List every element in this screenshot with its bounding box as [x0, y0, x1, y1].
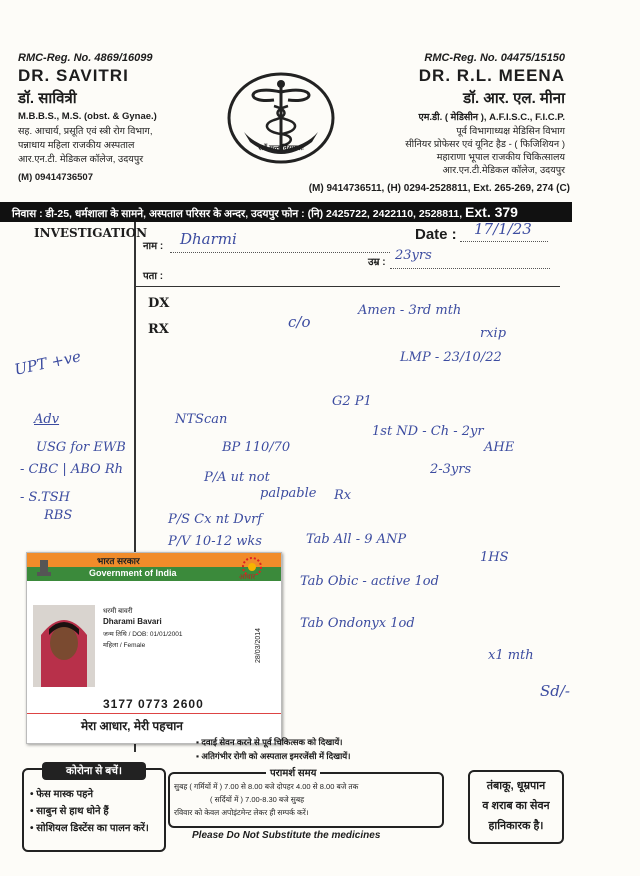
left-doctor-line2: पन्नाधाय महिला राजकीय अस्पताल [18, 140, 135, 151]
right-doctor-line3: महाराणा भूपाल राजकीय चिकित्सालय [436, 152, 565, 163]
left-doctor-line1: सह. आचार्य, प्रसूति एवं स्त्री रोग विभाग, [18, 126, 153, 137]
hw-tab1: Tab All - 9 ANP [306, 532, 407, 547]
timing-box [168, 768, 444, 828]
aadhaar-name-hi: धरमी बावरी [103, 608, 133, 615]
investigation-heading: INVESTIGATION [34, 226, 148, 240]
right-doctor-name-hindi: डॉ. आर. एल. मीना [463, 90, 565, 107]
left-doctor-line3: आर.एन.टी. मेडिकल कॉलेज, उदयपुर [18, 154, 144, 165]
hw-pa2: palpable [260, 486, 317, 501]
hw-tab2: Tab Obic - active 1od [300, 574, 439, 589]
hw-ftnd: 1st ND - Ch - 2yr [372, 424, 484, 439]
hw-lmp: LMP - 23/10/22 [400, 350, 502, 365]
tobacco-line-3: हानिकारक है। [488, 820, 544, 832]
aadhaar-govt-en: Government of India [89, 568, 177, 578]
hw-cbc: - CBC | ABO Rh [20, 462, 123, 477]
corona-item-2: • साबुन से हाथ धोने हैं [30, 806, 109, 817]
address-bar [0, 202, 572, 222]
hw-ihs: 1HS [480, 550, 509, 565]
hw-ahe: AHE [484, 440, 515, 455]
person-photo-icon [33, 605, 95, 687]
left-reg-number: RMC-Reg. No. 4869/16099 [18, 52, 153, 64]
notice-2: ▪ अतिगंभीर रोगी को अस्पताल इमरजेंसी में दिखायें। [196, 751, 351, 761]
hw-bp: BP 110/70 [222, 440, 291, 455]
aadhaar-divider [27, 713, 281, 714]
hw-g2p1: G2 P1 [332, 394, 372, 409]
hw-pa: P/A ut not [204, 470, 270, 485]
right-doctor-line2: सीनियर प्रोफेसर एवं यूनिट हैड - ( फिजिशियन ) [405, 139, 565, 150]
timing-title: परामर्श समय [266, 765, 320, 779]
left-doctor-degrees: M.B.B.S., M.S. (obst. & Gynae.) [18, 111, 157, 122]
left-doctor-name: DR. SAVITRI [18, 66, 129, 85]
address-label: पता : [143, 271, 164, 282]
left-doctor-phone: (M) 09414736507 [18, 172, 93, 183]
right-doctor-phone: (M) 9414736511, (H) 0294-2528811, Ext. 265-269, 274 (C) [308, 183, 570, 194]
aadhaar-issue-date: 28/03/2014 [255, 627, 262, 663]
caduceus-logo [226, 70, 336, 166]
aadhaar-number: 3177 0773 2600 [103, 697, 204, 711]
hw-upt: UPT +ve [12, 347, 83, 379]
left-doctor-name-hindi: डॉ. सावित्री [18, 90, 77, 107]
timing-line1: सुबह ( गर्मियों में ) 7.00 से 8.00 बजे दोपहर 4.00 से 8.00 बजे तक [174, 782, 359, 791]
aadhaar-govt-hi: भारत सरकार [97, 556, 140, 566]
hw-stsh: - S.TSH [20, 490, 71, 505]
timing-line3: रविवार को केवल अपोइंटमेन्ट लेकर ही सम्पर्क करें। [174, 808, 309, 817]
photo [33, 605, 95, 687]
right-doctor-degrees: एम.डी. ( मेडिसीन ), A.F.I.S.C., F.I.C.P. [418, 112, 565, 123]
address-ext: Ext. 379 [465, 204, 518, 220]
tobacco-line-2: व शराब का सेवन [482, 800, 550, 812]
hw-adv: Adv [34, 412, 60, 427]
hw-ahe2: 2-3yrs [430, 462, 472, 477]
aadhaar-gender: महिला / Female [103, 642, 146, 649]
address-text: निवास : डी-25, धर्मशाला के सामने, अस्पताल परिसर के अन्दर, उदयपुर फोन : (नि) 2425722, 2422110, 2528811, [12, 208, 463, 220]
aadhaar-name-en: Dharami Bavari [103, 617, 162, 626]
corona-item-1: • फेस मास्क पहने [30, 789, 93, 800]
rx-label: RX [148, 322, 169, 337]
date-value: 17/1/23 [474, 220, 532, 238]
age-label: उम्र : [368, 257, 386, 268]
hw-xmth: x1 mth [488, 648, 534, 663]
right-doctor-line1: पूर्व विभागाध्यक्ष मेडिसिन विभाग [456, 126, 565, 137]
age-line [390, 268, 550, 269]
tobacco-box [468, 770, 564, 844]
hw-amen: Amen - 3rd mth [358, 303, 462, 318]
dx-label: DX [148, 296, 170, 311]
name-label: नाम : [143, 241, 164, 252]
tobacco-line-1: तंबाकू, धूम्रपान [486, 780, 546, 792]
corona-item-3: • सोशियल डिस्टेंस का पालन करें। [30, 823, 149, 834]
name-value: Dharmi [180, 230, 237, 248]
hw-rx-mark: Rx [334, 488, 352, 503]
age-value: 23yrs [395, 248, 432, 263]
date-line [460, 241, 548, 242]
corona-list [30, 786, 149, 837]
hw-ps: P/S Cx nt Dvrf [168, 512, 263, 527]
timing-line2: ( सर्दियों में ) 7.00-8.30 बजे सुबह [210, 795, 305, 804]
right-doctor-name: DR. R.L. MEENA [418, 66, 565, 85]
substitute-warning: Please Do Not Substitute the medicines [192, 830, 381, 841]
hw-co: c/o [288, 313, 311, 331]
form-separator [135, 286, 560, 287]
right-reg-number: RMC-Reg. No. 04475/15150 [424, 52, 565, 64]
corona-box [22, 765, 166, 852]
hw-pv: P/V 10-12 wks [168, 534, 262, 549]
aadhaar-dob: जन्म तिथि / DOB: 01/01/2001 [103, 631, 183, 638]
hw-ntscan: NTScan [175, 412, 228, 427]
notice-1: ▪ दवाई सेवन करने से पूर्व चिकित्सक को दिखायें। [196, 737, 343, 747]
hw-usg: USG for EWB [36, 440, 126, 455]
right-doctor-line4: आर.एन.टी.मेडिकल कॉलेज, उदयपुर [442, 165, 565, 176]
logo-caption: सर्वे सन्तु निरामयाः [258, 145, 304, 152]
hw-amen2: rxip [480, 326, 507, 341]
name-line [170, 252, 390, 253]
corona-title: कोरोना से बचें। [42, 762, 146, 780]
aadhaar-card [26, 552, 282, 744]
date-label: Date : [415, 226, 457, 243]
emblem-icon [33, 557, 55, 579]
hw-tab3: Tab Ondonyx 1od [300, 616, 415, 631]
aadhaar-logo-text: आधार [239, 574, 256, 581]
hw-rbs: RBS [44, 508, 73, 523]
aadhaar-slogan: मेरा आधार, मेरी पहचान [81, 719, 183, 733]
hw-signature: Sd/- [540, 682, 570, 700]
